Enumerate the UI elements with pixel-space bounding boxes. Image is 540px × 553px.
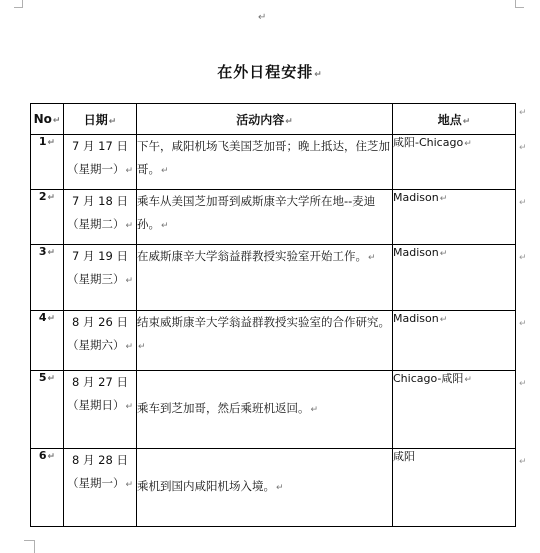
row-no: 6↵ xyxy=(31,449,64,527)
header-no: No↵ xyxy=(31,104,64,135)
row-activity: 乘车从美国芝加哥到威斯康辛大学所在地--麦迪孙。↵ xyxy=(137,190,393,245)
row-location: 咸阳 xyxy=(393,449,516,527)
row-date: 7 月 18 日 （星期二）↵ xyxy=(64,190,137,245)
row-end-mark-icon: ↵ xyxy=(519,319,527,329)
row-location: Madison↵ xyxy=(393,190,516,245)
row-no: 5↵ xyxy=(31,371,64,449)
row-no: 2↵ xyxy=(31,190,64,245)
row-end-mark-icon: ↵ xyxy=(519,198,527,208)
paragraph-mark-icon: ↵ xyxy=(285,116,293,127)
row-end-mark-icon: ↵ xyxy=(519,143,527,153)
paragraph-mark-icon: ↵ xyxy=(464,139,472,149)
row-no: 1↵ xyxy=(31,135,64,190)
paragraph-mark-icon: ↵ xyxy=(161,166,169,176)
paragraph-mark-icon: ↵ xyxy=(125,480,134,490)
row-date: 8 月 27 日 （星期日）↵ xyxy=(64,371,137,449)
paragraph-mark-icon: ↵ xyxy=(464,375,472,385)
table-header-row xyxy=(31,104,516,135)
row-date: 8 月 28 日 （星期一）↵ xyxy=(64,449,137,527)
table-row xyxy=(31,449,516,527)
paragraph-mark-icon: ↵ xyxy=(258,12,267,23)
row-date: 7 月 17 日 （星期一）↵ xyxy=(64,135,137,190)
paragraph-mark-icon: ↵ xyxy=(47,452,56,462)
paragraph-mark-icon: ↵ xyxy=(161,221,169,231)
paragraph-mark-icon: ↵ xyxy=(125,276,134,286)
page-corner-mark-top-left xyxy=(14,0,23,8)
table-row xyxy=(31,135,516,190)
row-location: Madison↵ xyxy=(393,311,516,371)
row-date: 7 月 19 日 （星期三）↵ xyxy=(64,245,137,311)
row-date: 8 月 26 日 （星期六）↵ xyxy=(64,311,137,371)
row-activity: 结束威斯康辛大学翁益群教授实验室的合作研究。↵ xyxy=(137,311,393,371)
paragraph-mark-icon: ↵ xyxy=(47,314,56,324)
row-activity: 在威斯康辛大学翁益群教授实验室开始工作。↵ xyxy=(137,245,393,311)
paragraph-mark-icon: ↵ xyxy=(439,249,448,259)
page-corner-mark-bottom-left xyxy=(24,540,35,553)
paragraph-mark-icon: ↵ xyxy=(125,221,134,231)
table-row xyxy=(31,190,516,245)
paragraph-mark-icon: ↵ xyxy=(125,402,134,412)
row-no: 3↵ xyxy=(31,245,64,311)
paragraph-mark-icon: ↵ xyxy=(52,116,61,126)
header-date: 日期↵ xyxy=(64,104,137,135)
paragraph-mark-icon: ↵ xyxy=(276,483,284,493)
table-row xyxy=(31,245,516,311)
paragraph-mark-icon: ↵ xyxy=(47,193,56,203)
paragraph-mark-icon: ↵ xyxy=(462,116,471,127)
row-activity: 下午，咸阳机场飞美国芝加哥；晚上抵达，住芝加哥。↵ xyxy=(137,135,393,190)
paragraph-mark-icon: ↵ xyxy=(439,194,448,204)
row-activity: 乘车到芝加哥，然后乘班机返回。↵ xyxy=(137,371,393,449)
row-location: 咸阳-Chicago↵ xyxy=(393,135,516,190)
row-end-mark-icon: ↵ xyxy=(519,379,527,389)
row-end-mark-icon: ↵ xyxy=(519,108,527,118)
header-activity: 活动内容↵ xyxy=(137,104,393,135)
paragraph-mark-icon: ↵ xyxy=(47,248,56,258)
table-row xyxy=(31,311,516,371)
row-end-mark-icon: ↵ xyxy=(519,253,527,263)
table-row xyxy=(31,371,516,449)
paragraph-mark-icon: ↵ xyxy=(47,374,56,384)
schedule-table xyxy=(30,103,516,527)
row-activity: 乘机到国内咸阳机场入境。↵ xyxy=(137,449,393,527)
title-text: 在外日程安排 xyxy=(217,63,314,81)
paragraph-mark-icon: ↵ xyxy=(125,342,134,352)
header-location: 地点↵ xyxy=(393,104,516,135)
row-location: Chicago-咸阳↵ xyxy=(393,371,516,449)
row-location: Madison↵ xyxy=(393,245,516,311)
paragraph-mark-icon: ↵ xyxy=(138,342,146,352)
paragraph-mark-icon: ↵ xyxy=(439,315,448,325)
document-title xyxy=(0,61,540,82)
paragraph-mark-icon: ↵ xyxy=(310,405,319,415)
page-corner-mark-top-right xyxy=(515,0,524,8)
paragraph-mark-icon: ↵ xyxy=(314,70,323,80)
row-no: 4↵ xyxy=(31,311,64,371)
paragraph-mark-icon: ↵ xyxy=(47,138,56,148)
row-end-mark-icon: ↵ xyxy=(519,457,527,467)
paragraph-mark-icon: ↵ xyxy=(108,116,117,127)
paragraph-mark-icon: ↵ xyxy=(125,166,134,176)
paragraph-mark-icon: ↵ xyxy=(368,253,376,263)
